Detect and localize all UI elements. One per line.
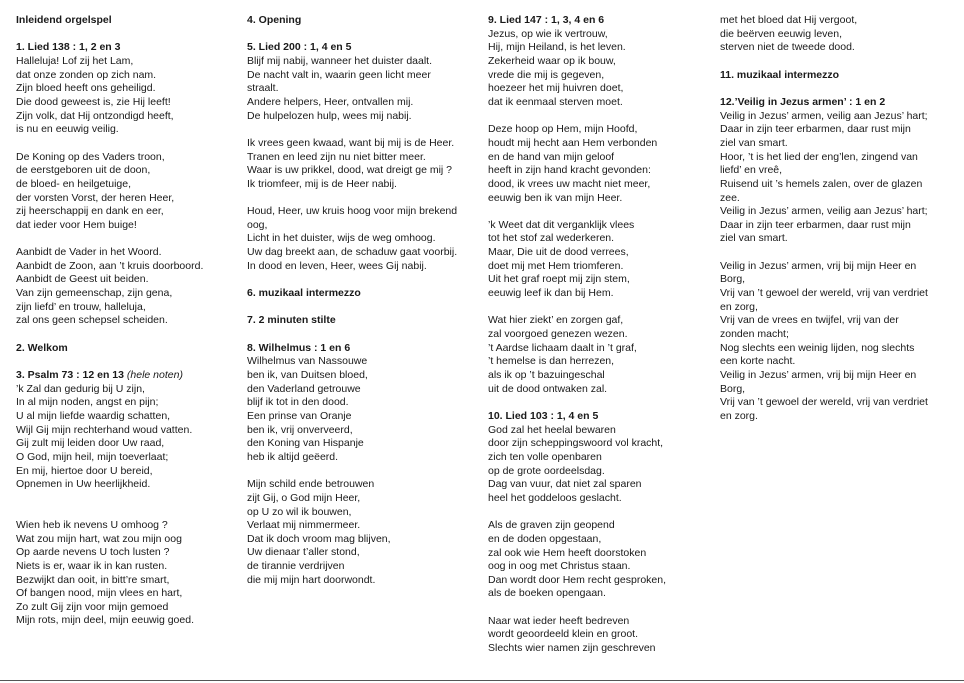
verse-line: zal ons geen schepsel scheiden. <box>16 314 168 327</box>
verse <box>16 519 238 628</box>
verse-line: Veilig in Jezus’ armen, vrij bij mijn Heer en <box>720 369 917 382</box>
section-title: 6. muzikaal intermezzo <box>247 287 361 300</box>
verse-line: Veilig in Jezus’ armen, vrij bij mijn Heer en <box>720 259 917 272</box>
verse-line: Ik triomfeer, mij is de Heer nabij. <box>247 177 397 190</box>
verse-line: Borg, <box>720 382 746 395</box>
song-title: 3. Psalm 73 : 12 en 13 <box>16 368 124 381</box>
verse-line: Uw dag breekt aan, de schaduw gaat voorbij. <box>247 246 458 259</box>
verse-line: De nacht valt in, waarin geen licht meer <box>247 68 431 81</box>
verse-line: straalt. <box>247 82 279 95</box>
verse-line: Als de graven zijn geopend <box>488 519 615 532</box>
verse-line: Slechts wier namen zijn geschreven <box>488 642 656 655</box>
verse-line: ’k Weet dat dit verganklijk vlees <box>488 218 635 231</box>
verse-line: ben ik, vrij onverveerd, <box>247 423 353 436</box>
verse-line: Zo zult Gij zijn voor mijn gemoed <box>16 600 169 613</box>
verse-line: Zijn bloed heeft ons geheiligd. <box>16 82 156 95</box>
verse-line: zij heerschappij en dank en eer, <box>16 205 164 218</box>
song-title: 12.’Veilig in Jezus armen’ : 1 en 2 <box>720 95 886 108</box>
verse-line: de bloed- en heilgetuige, <box>16 177 132 190</box>
verse-line: Uw dienaar t’aller stond, <box>247 546 360 559</box>
verse-line: Niets is er, waar ik in kan rusten. <box>16 559 168 572</box>
verse-line: Opnemen in Uw heerlijkheid. <box>16 478 151 491</box>
song-title: 10. Lied 103 : 1, 4 en 5 <box>488 409 599 422</box>
verse-line: Wien heb ik nevens U omhoog ? <box>16 518 168 531</box>
column-3 <box>488 14 716 656</box>
verse-line: dat ik eenmaal sterven moet. <box>488 95 623 108</box>
verse-line: zee. <box>720 191 740 204</box>
verse-line: Maar, Die uit de dood verrees, <box>488 246 629 259</box>
verse-line: Mijn schild ende betrouwen <box>247 478 375 491</box>
verse-line: ziel van smart. <box>720 136 788 149</box>
verse <box>720 260 956 424</box>
verse-line: zonden macht; <box>720 328 789 341</box>
verse-line: Dan wordt door Hem recht gesproken, <box>488 573 667 586</box>
verse-line: den Vaderland getrouwe <box>247 382 361 395</box>
verse-line: En mij, hiertoe door U bereid, <box>16 464 153 477</box>
verse-line: Zijn volk, dat Hij ontzondigd heeft, <box>16 109 174 122</box>
verse-line: de tirannie verdrijven <box>247 560 345 573</box>
verse-line: die beërven eeuwig leven, <box>720 27 843 40</box>
verse <box>720 110 956 247</box>
verse-line: De Koning op des Vaders troon, <box>16 150 165 163</box>
verse-line: als ik op ’t bazuingeschal <box>488 369 605 382</box>
verse <box>488 28 716 110</box>
column-2 <box>247 14 479 587</box>
verse-line: Blijf mij nabij, wanneer het duister daalt. <box>247 54 433 67</box>
section-title: 2. Welkom <box>16 341 68 354</box>
verse-line: Hij, mijn Heiland, is het leven. <box>488 41 626 54</box>
verse-line: tot het stof zal wederkeren. <box>488 232 615 245</box>
verse-line: Tranen en leed zijn nu niet bitter meer. <box>247 150 426 163</box>
verse-line: De hulpelozen hulp, wees mij nabij. <box>247 109 412 122</box>
section-title: 11. muzikaal intermezzo <box>720 68 840 81</box>
verse-line: Houd, Heer, uw kruis hoog voor mijn brekend <box>247 205 458 218</box>
verse-line: Licht in het duister, wijs de weg omhoog. <box>247 232 436 245</box>
verse <box>247 478 479 587</box>
verse-line: de eerstgeboren uit de doon, <box>16 164 151 177</box>
verse-line: houdt mij hecht aan Hem verbonden <box>488 136 658 149</box>
verse-line: Vrij van ’t gewoel der wereld, vrij van verdriet <box>720 287 928 300</box>
verse-line: met het bloed dat Hij vergoot, <box>720 14 858 26</box>
verse-line: Die dood geweest is, zie Hij leeft! <box>16 95 171 108</box>
verse <box>488 314 716 396</box>
song-title: 9. Lied 147 : 1, 3, 4 en 6 <box>488 14 605 26</box>
verse-line: zich ten volle openbaren <box>488 450 602 463</box>
verse-line: ’t Aardse lichaam daalt in ’t graf, <box>488 341 637 354</box>
verse-line: Zekerheid waar op ik bouw, <box>488 54 616 67</box>
verse-line: Op aarde nevens U toch lusten ? <box>16 546 170 559</box>
verse-line: ’t hemelse is dan herrezen, <box>488 355 615 368</box>
verse-line: O God, mijn heil, mijn toeverlaat; <box>16 450 169 463</box>
section-title: Inleidend orgelspel <box>16 14 112 26</box>
section-title: 7. 2 minuten stilte <box>247 314 336 327</box>
verse-line: Waar is uw prikkel, dood, wat dreigt ge mij ? <box>247 164 453 177</box>
verse-line: zal voorgoed genezen wezen. <box>488 328 628 341</box>
verse-line: Nog slechts een weinig lijden, nog slechts <box>720 341 915 354</box>
verse-line: en de doden opgestaan, <box>488 532 602 545</box>
verse-line: ben ik, van Duitsen bloed, <box>247 368 368 381</box>
verse-line: Aanbidt de Zoon, aan ’t kruis doorboord. <box>16 259 204 272</box>
verse-line: en de hand van mijn geloof <box>488 150 615 163</box>
verse-line: een korte nacht. <box>720 355 796 368</box>
verse-line: uit de dood ontwaken zal. <box>488 382 608 395</box>
verse-line: oog in oog met Christus staan. <box>488 560 631 573</box>
verse <box>488 123 716 205</box>
verse-line: Veilig in Jezus’ armen, veilig aan Jezus’ hart; <box>720 205 928 218</box>
verse-line: Halleluja! Lof zij het Lam, <box>16 54 134 67</box>
verse-line: en zorg. <box>720 409 758 422</box>
song-note: (hele noten) <box>126 368 183 381</box>
verse-line: Wat zou mijn hart, wat zou mijn oog <box>16 532 182 545</box>
verse-line: dat onze zonden op zich nam. <box>16 68 157 81</box>
verse-line: hoezeer het mij huivren doet, <box>488 82 624 95</box>
verse-line: oog, <box>247 218 268 231</box>
verse-line: wordt geoordeeld klein en groot. <box>488 628 639 641</box>
verse <box>16 151 238 233</box>
verse-line: ’k Zal dan gedurig bij U zijn, <box>16 382 145 395</box>
verse-line: heeft in zijn hand kracht gevonden: <box>488 164 651 177</box>
verse-line: heel het goddeloos geslacht. <box>488 491 622 504</box>
verse-line: dood, ik vrees uw macht niet meer, <box>488 177 651 190</box>
verse-line: en zorg, <box>720 300 758 313</box>
song-title: 8. Wilhelmus : 1 en 6 <box>247 341 351 354</box>
verse-line: Veilig in Jezus’ armen, veilig aan Jezus’ hart; <box>720 109 928 122</box>
verse-line: Of bangen nood, mijn vlees en hart, <box>16 587 183 600</box>
verse-line: Mijn rots, mijn deel, mijn eeuwig goed. <box>16 614 194 627</box>
verse-line: Verlaat mij nimmermeer. <box>247 519 361 532</box>
verse-line: eeuwig leef ik dan bij Hem. <box>488 287 614 300</box>
verse-line: is nu en eeuwig veilig. <box>16 123 119 136</box>
verse <box>247 137 479 192</box>
verse <box>247 55 479 123</box>
song-title-row <box>16 369 238 383</box>
column-1 <box>16 14 238 628</box>
verse <box>488 519 716 601</box>
verse-line: Dat ik doch vroom mag blijven, <box>247 532 391 545</box>
verse-line: Daar in zijn teer erbarmen, daar rust mijn <box>720 218 911 231</box>
verse-line: Bezwijkt dan ooit, in bitt’re smart, <box>16 573 170 586</box>
verse-line: Aanbidt de Vader in het Woord. <box>16 246 162 259</box>
verse-line: U al mijn liefde waardig schatten, <box>16 409 171 422</box>
verse-line: Jezus, op wie ik vertrouw, <box>488 27 608 40</box>
verse <box>16 383 238 492</box>
verse-line: Vrij van de vrees en twijfel, vrij van der <box>720 314 899 327</box>
verse-line: als de boeken opengaan. <box>488 587 606 600</box>
verse-line: Wijl Gij mijn rechterhand woud vatten. <box>16 423 193 436</box>
verse-line: Dag van vuur, dat niet zal sparen <box>488 478 642 491</box>
verse <box>488 424 716 506</box>
verse-line: zijt Gij, o God mijn Heer, <box>247 491 361 504</box>
verse-line: Borg, <box>720 273 746 286</box>
verse-line: zal ook wie Hem heeft doorstoken <box>488 546 647 559</box>
verse <box>16 246 238 328</box>
verse-line: Naar wat ieder heeft bedreven <box>488 614 630 627</box>
verse-line: In al mijn noden, angst en pijn; <box>16 396 159 409</box>
verse-line: Gij zult mij leiden door Uw raad, <box>16 437 165 450</box>
verse-line: blijf ik tot in den dood. <box>247 396 349 409</box>
verse-line: Uit het graf roept mij zijn stem, <box>488 273 630 286</box>
verse-line: Van zijn gemeenschap, zijn gena, <box>16 287 173 300</box>
song-title: 5. Lied 200 : 1, 4 en 5 <box>247 41 352 54</box>
verse <box>247 205 479 273</box>
verse-line: Een prinse van Oranje <box>247 409 352 422</box>
verse-line: door zijn scheppingswoord vol kracht, <box>488 437 664 450</box>
verse-line: die mij mijn hart doorwondt. <box>247 573 376 586</box>
verse-line: liefd’ en vreê, <box>720 164 783 177</box>
verse-line: zijn liefd’ en trouw, halleluja, <box>16 300 146 313</box>
verse-line: Ruisend uit ’s hemels zalen, over de glazen <box>720 177 923 190</box>
verse-line: op U zo wil ik bouwen, <box>247 505 352 518</box>
song-title: 1. Lied 138 : 1, 2 en 3 <box>16 41 121 54</box>
verse-line: Hoor, ’t is het lied der eng’len, zingend van <box>720 150 918 163</box>
verse-line: Andere helpers, Heer, ontvallen mij. <box>247 95 414 108</box>
verse-line: vrede die mij is gegeven, <box>488 68 605 81</box>
verse-line: In dood en leven, Heer, wees Gij nabij. <box>247 259 427 272</box>
verse-line: Deze hoop op Hem, mijn Hoofd, <box>488 123 638 136</box>
verse <box>720 14 956 55</box>
verse-line: Vrij van ’t gewoel der wereld, vrij van verdriet <box>720 396 928 409</box>
verse <box>247 355 479 464</box>
verse-line: ziel van smart. <box>720 232 788 245</box>
verse-line: den Koning van Hispanje <box>247 437 364 450</box>
verse-line: Ik vrees geen kwaad, want bij mij is de Heer. <box>247 136 455 149</box>
verse-line: eeuwig ben ik van mijn Heer. <box>488 191 623 204</box>
verse-line: Wilhelmus van Nassouwe <box>247 355 368 368</box>
verse-line: heb ik altijd geëerd. <box>247 450 339 463</box>
verse-line: Aanbidt de Geest uit beiden. <box>16 273 149 286</box>
verse <box>488 219 716 301</box>
section-title: 4. Opening <box>247 14 302 26</box>
verse-line: op de grote oordeelsdag. <box>488 464 605 477</box>
verse <box>16 55 238 137</box>
verse-line: Daar in zijn teer erbarmen, daar rust mijn <box>720 123 911 136</box>
verse <box>488 615 716 656</box>
verse-line: dat ieder voor Hem buige! <box>16 218 137 231</box>
verse-line: Wat hier ziekt’ en zorgen gaf, <box>488 314 624 327</box>
bottom-divider <box>0 680 964 681</box>
verse-line: der vorsten Vorst, der heren Heer, <box>16 191 175 204</box>
verse-line: doet mij met Hem triomferen. <box>488 259 624 272</box>
verse-line: God zal het heelal bewaren <box>488 423 616 436</box>
column-4 <box>720 14 956 424</box>
verse-line: sterven niet de tweede dood. <box>720 41 855 54</box>
